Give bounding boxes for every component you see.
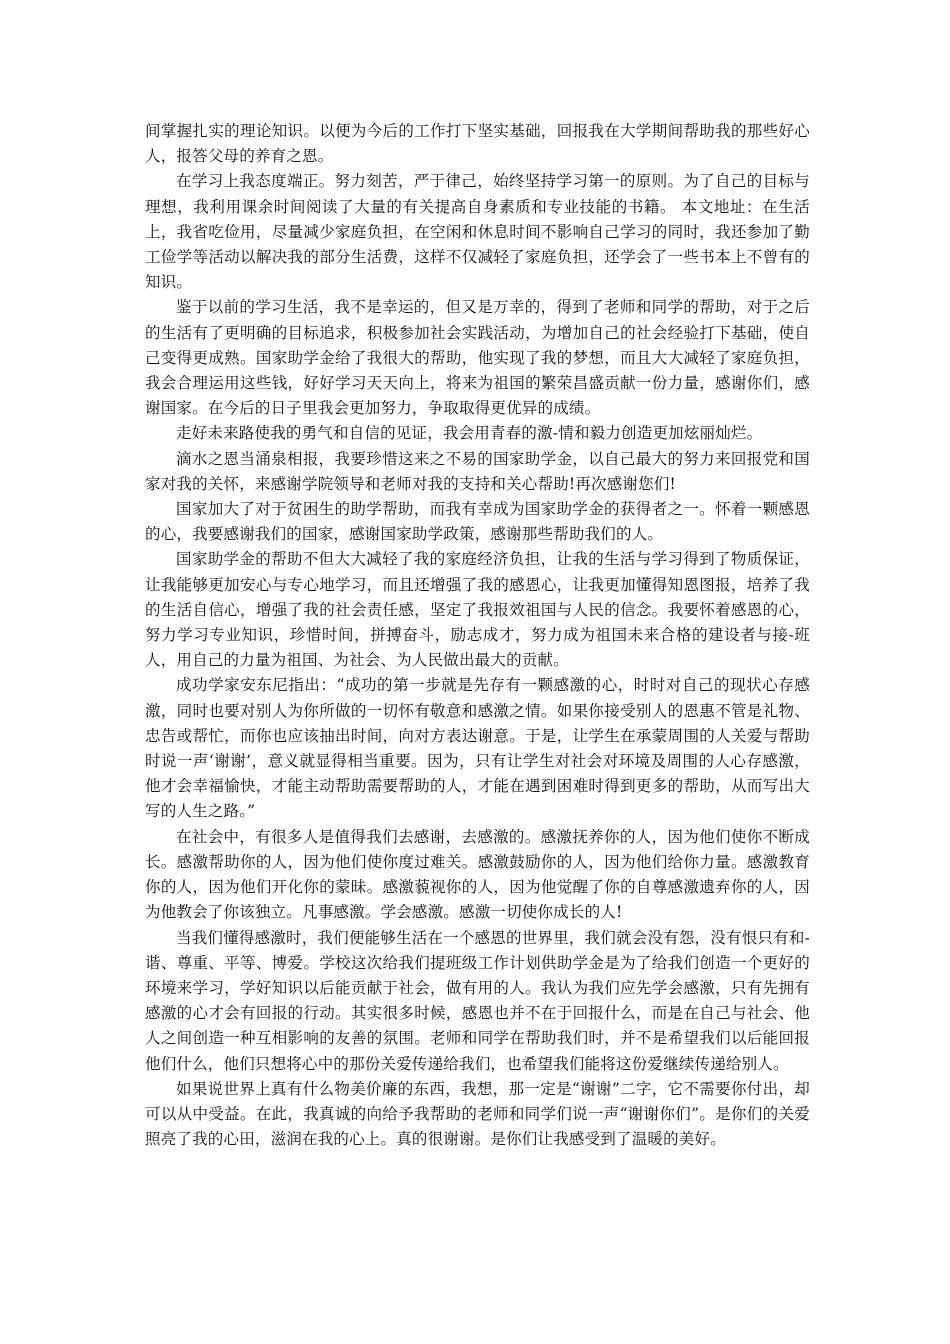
paragraph: 当我们懂得感激时，我们便能够生活在一个感恩的世界里，我们就会没有怨，没有恨只有和-谐、尊重、平等、博爱。学校这次给我们提班级工作计划供助学金是为了给我们创造一个更好的环境来学习，学好知识以后能贡献于社会，做有用的人。我认为我们应先学会感激，只有先拥有感激的心才会有回报的行动。其实很多时候，感恩也并不在于回报什么，而是在自己与社会、他人之间创造一种互相影响的友善的氛围。老师和同学在帮助我们时，并不是希望我们以后能回报他们什么，他们只想将心中的那份关爱传递给我们，也希望我们能将这份爱继续传递给别人。 xyxy=(145,928,810,1073)
paragraph: 鉴于以前的学习生活，我不是幸运的，但又是万幸的，得到了老师和同学的帮助，对于之后的生活有了更明确的目标追求，积极参加社会实践活动，为增加自己的社会经验打下基础，使自己变得更成熟。国家助学金给了我很大的帮助，他实现了我的梦想，而且大大减轻了家庭负担，我会合理运用这些钱，好好学习天天向上，将来为祖国的繁荣昌盛贡献一份力量，感谢你们，感谢国家。在今后的日子里我会更加努力，争取取得更优异的成绩。 xyxy=(145,298,810,418)
paragraph: 在学习上我态度端正。努力刻苦，严于律己，始终坚持学习第一的原则。为了自己的目标与理想，我利用课余时间阅读了大量的有关提高自身素质和专业技能的书籍。 本文地址：在生活上，我省吃俭用，尽量减少家庭负担，在空闲和休息时间不影响自己学习的同时，我还参加了勤工俭学等活动以解决我的部分生活费，这样不仅减轻了家庭负担，还学会了一些书本上不曾有的知识。 xyxy=(145,172,810,292)
paragraph: 国家加大了对于贫困生的助学帮助，而我有幸成为国家助学金的获得者之一。怀着一颗感恩的心，我要感谢我们的国家，感谢国家助学政策，感谢那些帮助我们的人。 xyxy=(145,500,810,544)
paragraph: 国家助学金的帮助不但大大减轻了我的家庭经济负担，让我的生活与学习得到了物质保证，让我能够更加安心与专心地学习，而且还增强了我的感恩心，让我更加懂得知恩图报，培养了我的生活自信心，增强了我的社会责任感，坚定了我报效祖国与人民的信念。我要怀着感恩的心，努力学习专业知识，珍惜时间，拼搏奋斗，励志成才，努力成为祖国未来合格的建设者与接-班人，用自己的力量为祖国、为社会、为人民做出最大的贡献。 xyxy=(145,550,810,670)
document-body xyxy=(145,119,810,1152)
paragraph: 成功学家安东尼指出：“成功的第一步就是先存有一颗感激的心，时时对自己的现状心存感激，同时也要对别人为你所做的一切怀有敬意和感激之情。如果你接受别人的恩惠不管是礼物、忠告或帮忙，而你也应该抽出时间，向对方表达谢意。于是，让学生在承蒙周围的人关爱与帮助时说一声‘谢谢’，意义就显得相当重要。因为，只有让学生对社会对环境及周围的人心存感激，他才会幸福愉快，才能主动帮助需要帮助的人，才能在遇到困难时得到更多的帮助，从而写出大写的人生之路。” xyxy=(145,676,810,821)
paragraph-continuation: 间掌握扎实的理论知识。以便为今后的工作打下坚实基础，回报我在大学期间帮助我的那些好心人，报答父母的养育之恩。 xyxy=(145,122,810,166)
paragraph: 滴水之恩当涌泉相报，我要珍惜这来之不易的国家助学金，以自己最大的努力来回报党和国家对我的关怀，来感谢学院领导和老师对我的支持和关心帮助!再次感谢您们! xyxy=(145,449,810,493)
paragraph: 在社会中，有很多人是值得我们去感谢，去感激的。感激抚养你的人，因为他们使你不断成长。感激帮助你的人，因为他们使你度过难关。感激鼓励你的人，因为他们给你力量。感激教育你的人，因为他们开化你的蒙昧。感激藐视你的人，因为他觉醒了你的自尊感激遗弃你的人，因为他教会了你该独立。凡事感激。学会感激。感激一切使你成长的人! xyxy=(145,827,810,922)
paragraph: 如果说世界上真有什么物美价廉的东西，我想，那一定是“谢谢”二字，它不需要你付出，却可以从中受益。在此，我真诚的向给予我帮助的老师和同学们说一声“谢谢你们”。是你们的关爱照亮了我的心田，滋润在我的心上。真的很谢谢。是你们让我感受到了温暖的美好。 xyxy=(145,1079,810,1149)
paragraph: 走好未来路使我的勇气和自信的见证，我会用青春的激-情和毅力创造更加炫丽灿烂。 xyxy=(176,424,763,443)
